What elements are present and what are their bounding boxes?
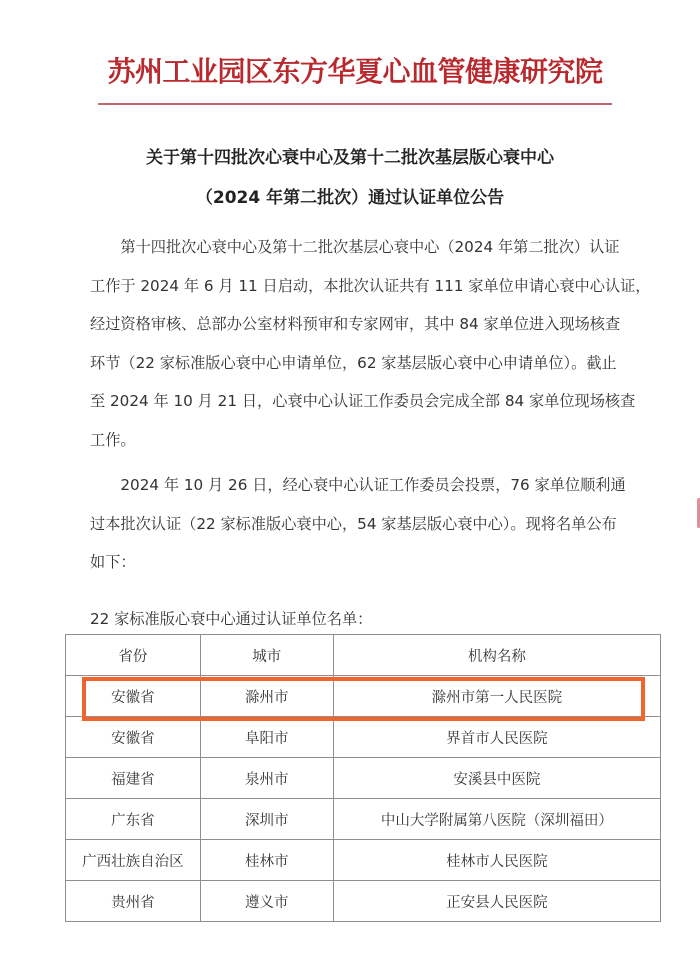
announcement-title-line2: （2024 年第二批次）通过认证单位公告	[195, 188, 505, 208]
table-row	[66, 758, 661, 799]
paragraph-1-line: 工作于 2024 年 6 月 11 日启动，本批次认证共有 111 家单位申请心衰中心认证，	[90, 276, 651, 295]
table-row	[66, 881, 661, 922]
table-row	[66, 717, 661, 758]
paragraph-2-line: 过本批次认证（22 家标准版心衰中心，54 家基层版心衰中心）。现将名单公布	[90, 514, 617, 533]
paragraph-1-line: 工作。	[90, 430, 136, 449]
header-city: 城市	[200, 635, 333, 676]
cell-province: 安徽省	[66, 717, 201, 758]
cell-province: 贵州省	[66, 881, 201, 922]
paragraph-1-line: 第十四批次心衰中心及第十二批次基层心衰中心（2024 年第二批次）认证	[90, 238, 620, 256]
paragraph-2-line: 2024 年 10 月 26 日，经心衰中心认证工作委员会投票，76 家单位顺利通	[90, 476, 626, 494]
cell-city: 深圳市	[200, 799, 333, 840]
table-row	[66, 799, 661, 840]
table-row	[66, 840, 661, 881]
cell-city: 遵义市	[200, 881, 333, 922]
cell-institution: 桂林市人民医院	[333, 840, 660, 881]
announcement-title-line1: 关于第十四批次心衰中心及第十二批次基层版心衰中心	[146, 148, 554, 168]
cell-institution: 中山大学附属第八医院（深圳福田）	[333, 799, 660, 840]
cell-city: 阜阳市	[200, 717, 333, 758]
paragraph-2-line: 如下：	[90, 553, 136, 571]
letterhead-rule	[98, 103, 612, 105]
table-row	[66, 676, 661, 717]
cell-institution: 安溪县中医院	[333, 758, 660, 799]
cell-city: 泉州市	[200, 758, 333, 799]
list-title: 22 家标准版心衰中心通过认证单位名单：	[90, 610, 373, 628]
cell-city: 滁州市	[200, 676, 333, 717]
cell-province: 广东省	[66, 799, 201, 840]
paragraph-1-line: 经过资格审核、总部办公室材料预审和专家网审，其中 84 家单位进入现场核查	[90, 315, 621, 333]
cell-city: 桂林市	[200, 840, 333, 881]
table-header-row	[66, 635, 661, 676]
cell-institution: 正安县人民医院	[333, 881, 660, 922]
cell-institution: 界首市人民医院	[333, 717, 660, 758]
paragraph-2	[90, 466, 626, 582]
letterhead-title: 苏州工业园区东方华夏心血管健康研究院	[107, 55, 603, 88]
cell-province: 广西壮族自治区	[66, 840, 201, 881]
header-institution: 机构名称	[333, 635, 660, 676]
cell-province: 福建省	[66, 758, 201, 799]
paragraph-1-line: 至 2024 年 10 月 21 日，心衰中心认证工作委员会完成全部 84 家单位现场核查	[90, 392, 636, 410]
cell-province: 安徽省	[66, 676, 201, 717]
cell-institution: 滁州市第一人民医院	[333, 676, 660, 717]
paragraph-1-line: 环节（22 家标准版心衰中心申请单位，62 家基层版心衰中心申请单位）。截止	[90, 353, 617, 372]
certified-units-table	[65, 634, 661, 922]
header-province: 省份	[66, 635, 201, 676]
paragraph-1	[90, 228, 651, 459]
